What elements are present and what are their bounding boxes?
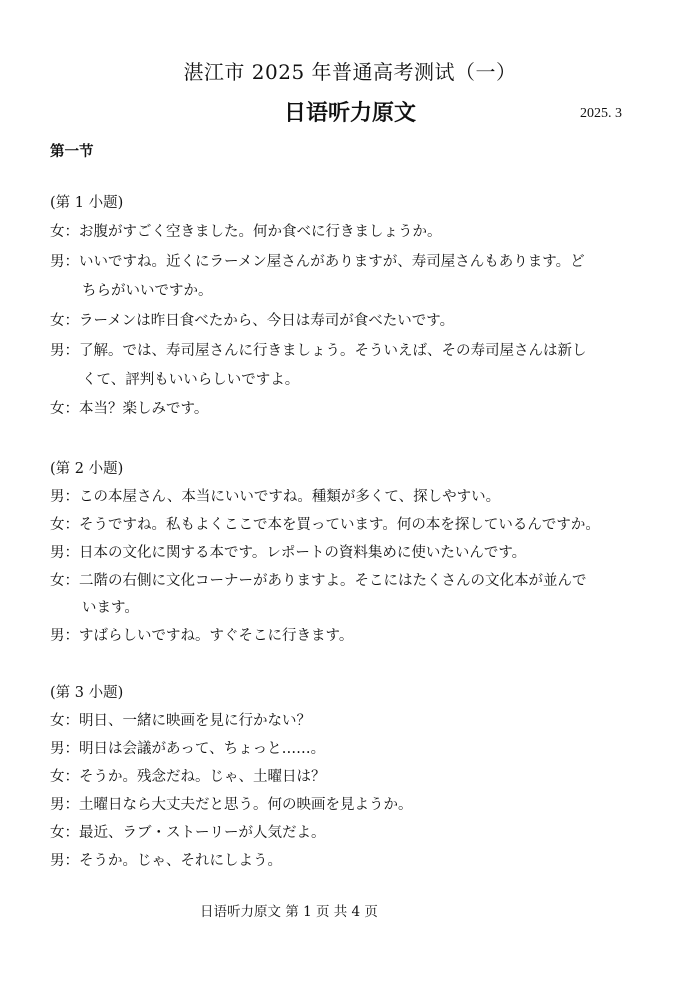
dialogue-line: 男：この本屋さん、本当にいいですね。種類が多くて、探しやすい。	[50, 489, 501, 505]
dialogue-line: 女：二階の右側に文化コーナーがありますよ。そこにはたくさんの文化本が並んで	[50, 573, 587, 589]
dialogue-line: 女：ラーメンは昨日食べたから、今日は寿司が食べたいです。	[50, 313, 455, 329]
document-date: 2025. 3	[580, 106, 622, 121]
dialogue-line: 男：了解。では、寿司屋さんに行きましょう。そういえば、その寿司屋さんは新し	[50, 343, 587, 359]
dialogue-line: 男：すばらしいですね。すぐそこに行きます。	[50, 628, 354, 644]
document-subtitle: 日语听力原文	[283, 101, 416, 126]
dialogue-line: 女：そうですね。私もよくここで本を買っています。何の本を探しているんですか。	[50, 517, 600, 533]
document-title: 湛江市 2025 年普通高考测试（一）	[183, 60, 517, 84]
q1-label: (第 1 小题)	[50, 195, 124, 211]
q2-label: (第 2 小题)	[50, 461, 124, 477]
dialogue-line: 男：そうか。じゃ、それにしよう。	[50, 853, 282, 869]
dialogue-line-continuation: ちらがいいですか。	[82, 283, 213, 299]
q3-label: (第 3 小题)	[50, 685, 124, 701]
dialogue-line-continuation: くて、評判もいいらしいですよ。	[82, 372, 300, 388]
dialogue-line: 男：土曜日なら大丈夫だと思う。何の映画を見ようか。	[50, 797, 413, 813]
dialogue-line: 女：最近、ラブ・ストーリーが人気だよ。	[50, 825, 326, 841]
dialogue-line: 男：日本の文化に関する本です。レポートの資料集めに使いたいんです。	[50, 545, 527, 561]
dialogue-line: 女：明日、一緒に映画を見に行かない？	[50, 713, 311, 729]
dialogue-line: 女：本当？楽しみです。	[50, 401, 209, 417]
dialogue-line: 男：明日は会議があって、ちょっと……。	[50, 741, 326, 757]
page-footer: 日语听力原文 第 1 页 共 4 页	[200, 904, 378, 920]
section-heading: 第一节	[50, 144, 94, 160]
dialogue-line: 女：そうか。残念だね。じゃ、土曜日は？	[50, 769, 326, 785]
dialogue-line: 男：いいですね。近くにラーメン屋さんがありますが、寿司屋さんもあります。ど	[50, 254, 585, 270]
dialogue-line: 女：お腹がすごく空きました。何か食べに行きましょうか。	[50, 224, 442, 240]
dialogue-line-continuation: います。	[82, 600, 139, 616]
